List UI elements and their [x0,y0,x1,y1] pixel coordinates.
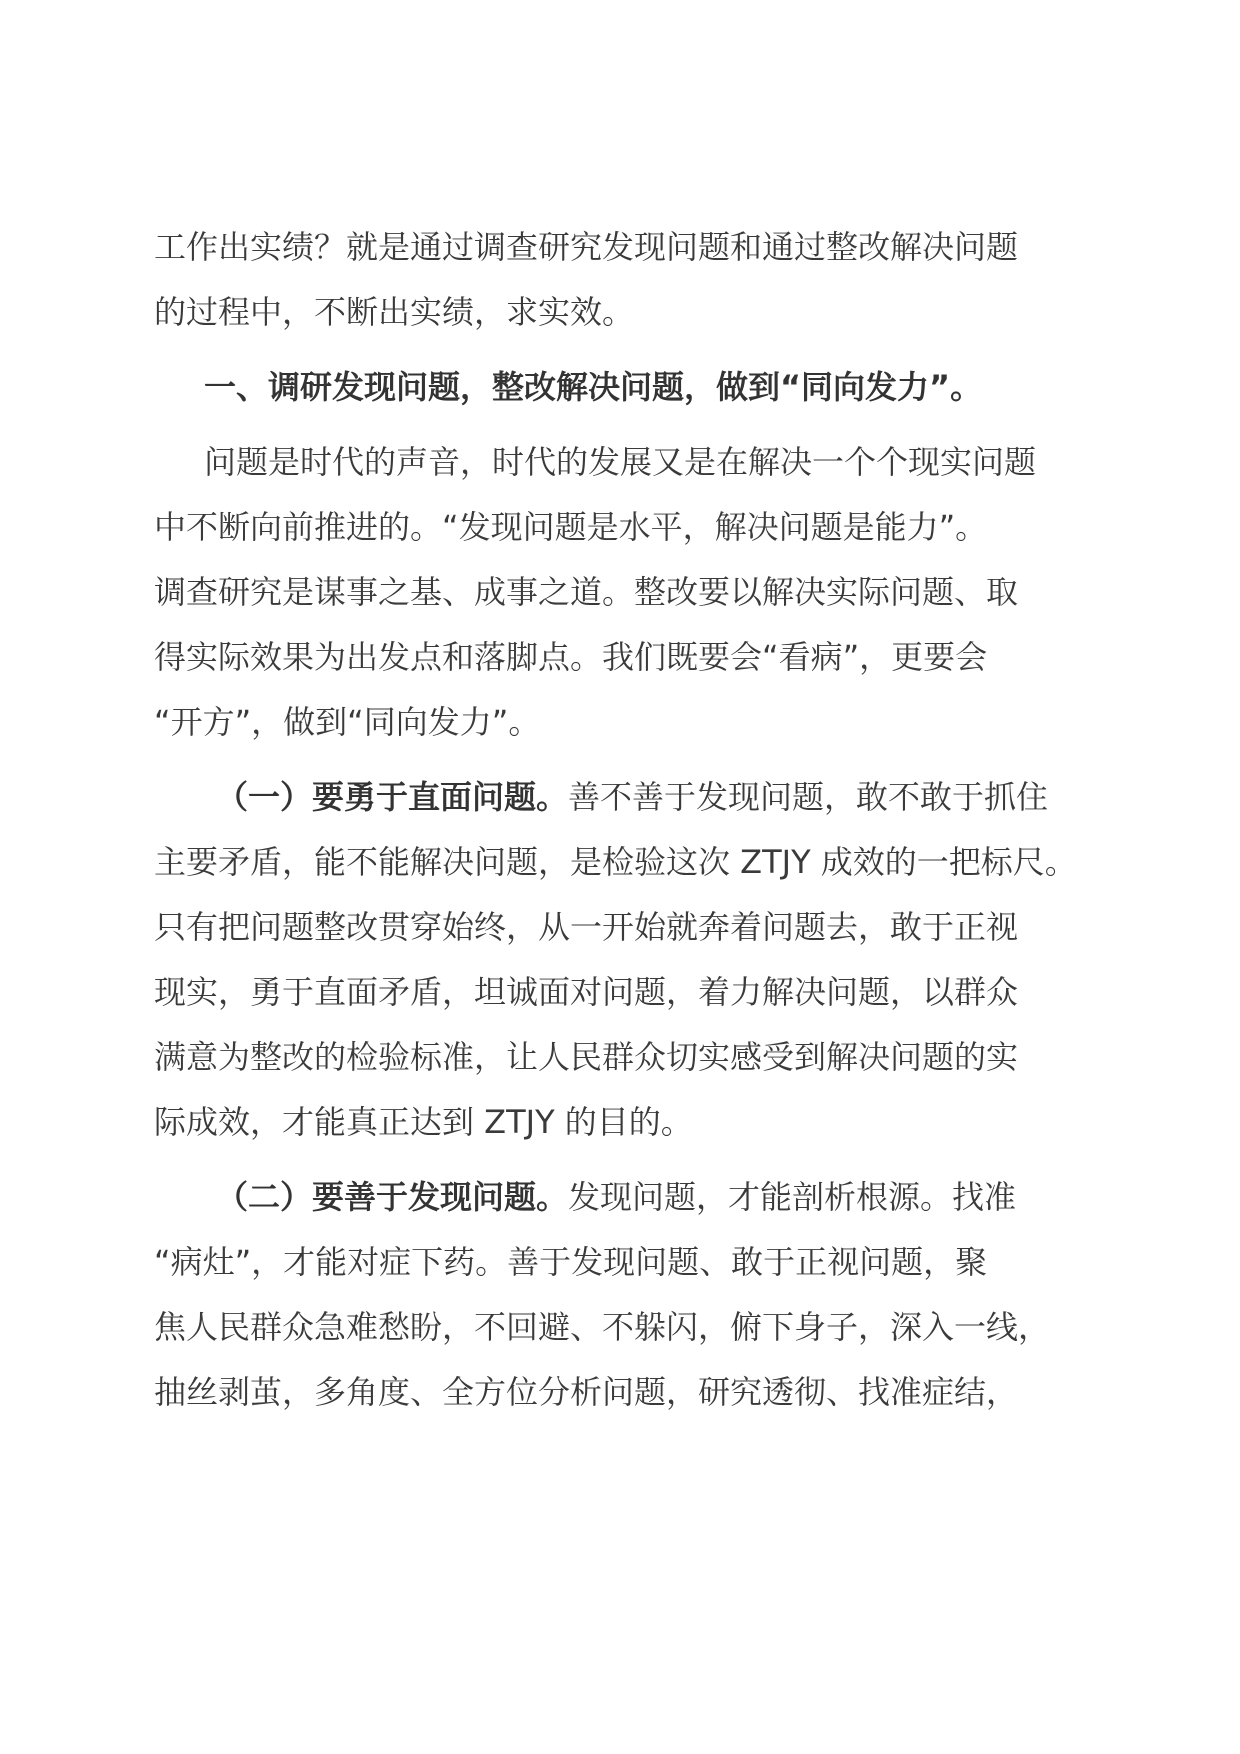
heading-text: 一、调研发现问题，整改解决问题，做到“同向发力”。 [204,368,983,406]
text-line: 得实际效果为出发点和落脚点。我们既要会“看病”，更要会 [154,638,988,676]
body-paragraph-1 [154,430,1094,755]
text-line: “病灶”，才能对症下药。善于发现问题、敢于正视问题，聚 [154,1243,988,1281]
subsection-2 [154,1165,1094,1425]
text-line [154,765,1094,830]
subsection-1 [154,765,1094,1155]
text-line: 的过程中，不断出实绩，求实效。 [154,293,635,331]
text-line: 际成效，才能真正达到 ZTJY 的目的。 [154,1103,693,1141]
text-line: 问题是时代的声音，时代的发展又是在解决一个个现实问题 [204,443,1037,481]
text-line: 现实，勇于直面矛盾，坦诚面对问题，着力解决问题，以群众 [154,973,1019,1011]
subsection-text: 发现问题，才能剖析根源。找准 [568,1178,1017,1216]
text-line: 中不断向前推进的。“发现问题是水平，解决问题是能力”。 [154,508,988,546]
text-line [154,1165,1094,1230]
text-line: 只有把问题整改贯穿始终，从一开始就奔着问题去，敢于正视 [154,908,1019,946]
section-heading [154,355,1094,420]
text-line: 满意为整改的检验标准，让人民群众切实感受到解决问题的实 [154,1038,1019,1076]
subsection-text: 善不善于发现问题，敢不敢于抓住 [568,778,1049,816]
text-line: 工作出实绩？就是通过调查研究发现问题和通过整改解决问题 [154,228,1019,266]
subsection-title: （一）要勇于直面问题。 [216,778,569,816]
text-line: 主要矛盾，能不能解决问题，是检验这次 ZTJY 成效的一把标尺。 [154,843,1077,881]
text-line: 抽丝剥茧，多角度、全方位分析问题，研究透彻、找准症结， [154,1373,1019,1411]
text-line: 焦人民群众急难愁盼，不回避、不躲闪，俯下身子，深入一线， [154,1308,1051,1346]
text-line: “开方”，做到“同向发力”。 [154,703,541,741]
intro-paragraph [154,215,1094,345]
subsection-title: （二）要善于发现问题。 [216,1178,569,1216]
text-line: 调查研究是谋事之基、成事之道。整改要以解决实际问题、取 [154,573,1019,611]
document-body [154,215,1094,1425]
